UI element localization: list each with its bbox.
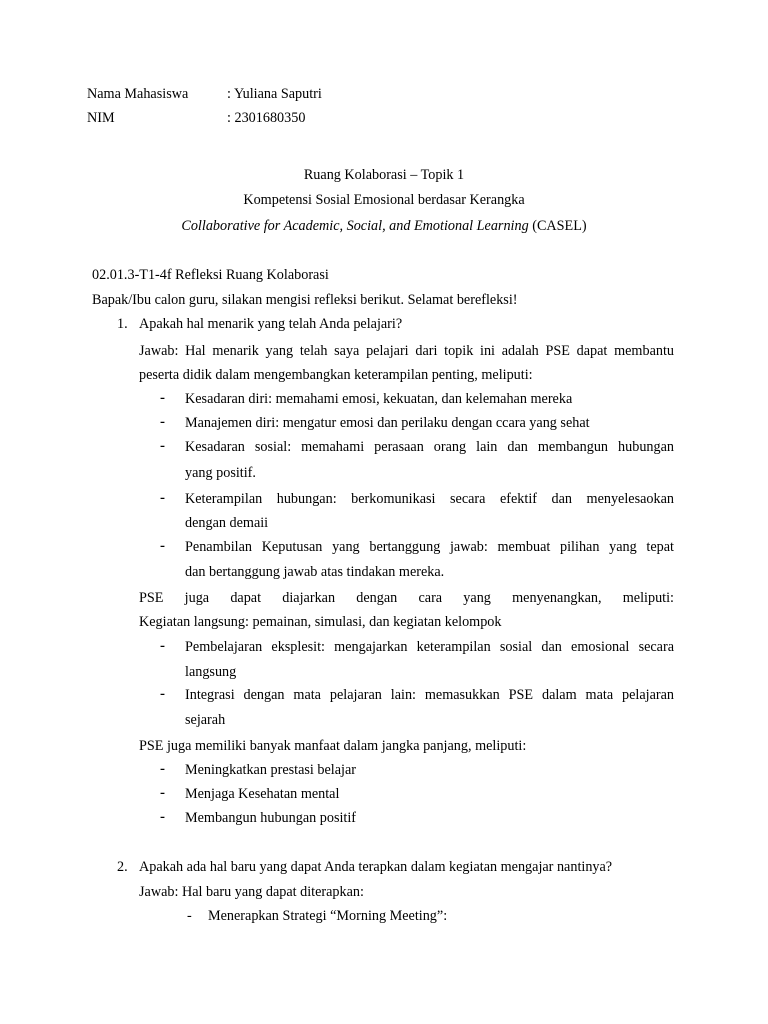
q1-number: 1. <box>117 316 128 332</box>
bullet-marker: - <box>160 809 165 825</box>
q2-answer: Jawab: Hal baru yang dapat diterapkan: <box>139 884 364 900</box>
q1-question: Apakah hal menarik yang telah Anda pelajari? <box>139 316 403 332</box>
skill-item: Kesadaran diri: memahami emosi, kekuatan, dan kelemahan mereka <box>185 391 573 407</box>
q2-number: 2. <box>117 859 128 875</box>
bullet-marker: - <box>160 538 165 554</box>
q2-question: Apakah ada hal baru yang dapat Anda terapkan dalam kegiatan mengajar nantinya? <box>139 859 613 875</box>
skill-item: Kesadaran sosial: memahami perasaan orang lain dan membangun hubungan <box>185 439 674 455</box>
section-code-title: 02.01.3-T1-4f Refleksi Ruang Kolaborasi <box>92 267 329 283</box>
skill-item: Penambilan Keputusan yang bertanggung jawab: membuat pilihan yang tepat <box>185 539 674 555</box>
skill-item-continued: dengan demaii <box>185 515 269 531</box>
bullet-marker: - <box>160 414 165 430</box>
bullet-marker: - <box>160 785 165 801</box>
nim-value: : 2301680350 <box>227 110 306 126</box>
skill-item: Manajemen diri: mengatur emosi dan perilaku dengan ccara yang sehat <box>185 415 590 431</box>
q1-answer-line-1: Jawab: Hal menarik yang telah saya pelajari dari topik ini adalah PSE dapat membantu <box>139 343 674 359</box>
method-item: Pembelajaran eksplesit: mengajarkan keterampilan sosial dan emosional secara <box>185 639 674 655</box>
nim-label: NIM <box>87 110 115 126</box>
pse-fun-line-2: Kegiatan langsung: pemainan, simulasi, dan kegiatan kelompok <box>139 614 502 630</box>
bullet-marker: - <box>160 390 165 406</box>
title-line-3 <box>0 217 768 235</box>
q2-item: Menerapkan Strategi “Morning Meeting”: <box>208 908 448 924</box>
bullet-marker: - <box>160 686 165 702</box>
skill-item-continued: yang positif. <box>185 465 256 481</box>
benefit-item: Menjaga Kesehatan mental <box>185 786 340 802</box>
title-line-2: Kompetensi Sosial Emosional berdasar Kerangka <box>243 192 525 208</box>
benefit-item: Meningkatkan prestasi belajar <box>185 762 356 778</box>
q1-answer-line-2: peserta didik dalam mengembangkan keterampilan penting, meliputi: <box>139 367 533 383</box>
bullet-marker: - <box>160 638 165 654</box>
skill-item-continued: dan bertanggung jawab atas tindakan mereka. <box>185 564 445 580</box>
bullet-marker: - <box>160 490 165 506</box>
name-value: : Yuliana Saputri <box>227 86 322 102</box>
title-framework-name: Collaborative for Academic, Social, and Emotional Learning <box>181 218 529 234</box>
benefit-item: Membangun hubungan positif <box>185 810 357 826</box>
title-acronym: (CASEL) <box>528 218 587 234</box>
name-label: Nama Mahasiswa <box>87 86 189 102</box>
skill-item: Keterampilan hubungan: berkomunikasi secara efektif dan menyelesaokan <box>185 491 674 507</box>
benefits-intro: PSE juga memiliki banyak manfaat dalam jangka panjang, meliputi: <box>139 738 527 754</box>
method-item-continued: langsung <box>185 664 237 680</box>
title-line-1: Ruang Kolaborasi – Topik 1 <box>303 167 465 183</box>
pse-fun-line-1: PSE juga dapat diajarkan dengan cara yang menyenangkan, meliputi: <box>139 590 674 606</box>
bullet-marker: - <box>160 761 165 777</box>
instruction: Bapak/Ibu calon guru, silakan mengisi refleksi berikut. Selamat berefleksi! <box>92 292 518 308</box>
dash-marker: - <box>187 908 192 924</box>
bullet-marker: - <box>160 438 165 454</box>
method-item: Integrasi dengan mata pelajaran lain: memasukkan PSE dalam mata pelajaran <box>185 687 674 703</box>
method-item-continued: sejarah <box>185 712 226 728</box>
